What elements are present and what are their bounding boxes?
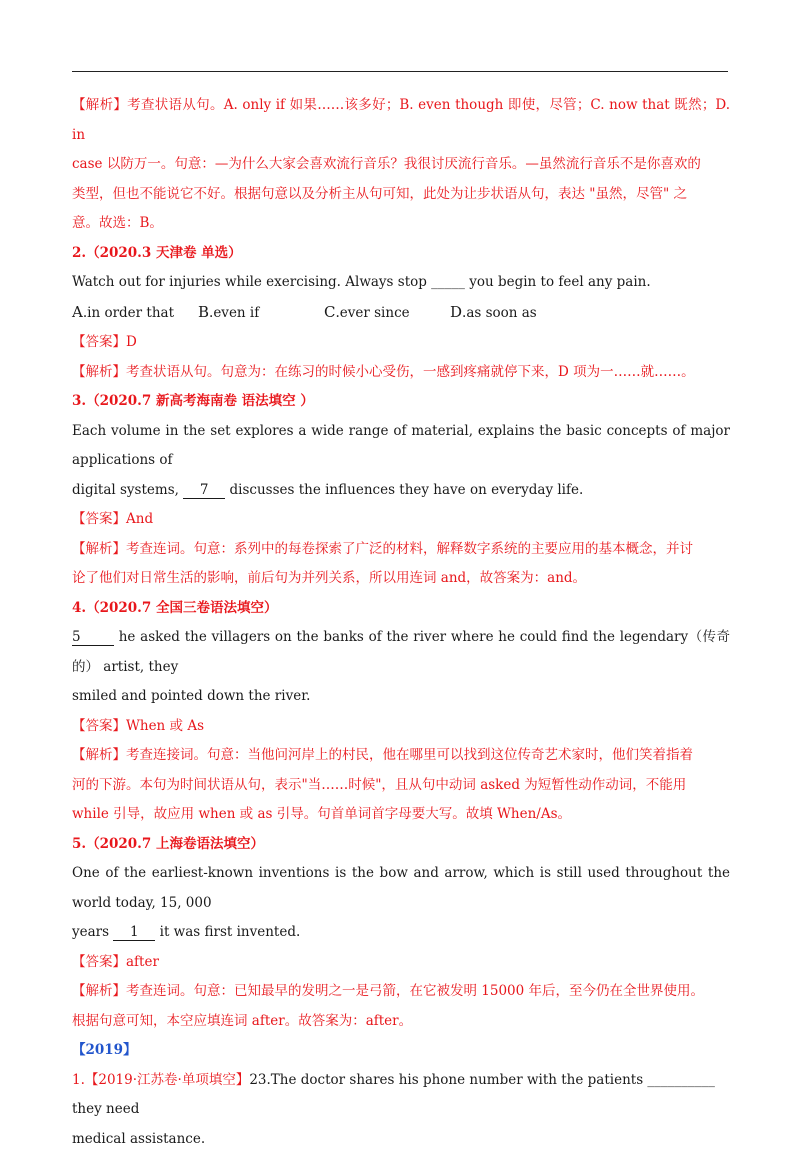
q2-option-c: C.ever since	[324, 298, 450, 329]
q2-header: 2.（2020.3 天津卷 单选）	[72, 239, 730, 269]
q4-stem-line-1: 5 he asked the villagers on the banks of the river where he could find the legendary（传奇的） artist, they	[72, 623, 730, 682]
q5-analysis-line-1: 【解析】考查连词。句意：已知最早的发明之一是弓箭，在它被发明 15000 年后，至今仍在全世界使用。	[72, 977, 730, 1007]
q2019-1-stem-line-2: medical assistance.	[72, 1125, 730, 1154]
q4-analysis-line-1: 【解析】考查连接词。句意：当他问河岸上的村民，他在哪里可以找到这位传奇艺术家时，他们笑着指着	[72, 741, 730, 771]
q2-option-d: D.as soon as	[450, 298, 537, 329]
prev-analysis-line-1: 【解析】考查状语从句。A. only if 如果……该多好；B. even though 即使，尽管；C. now that 既然；D. in	[72, 91, 730, 150]
q3-answer: 【答案】And	[72, 505, 730, 535]
q5-header: 5.（2020.7 上海卷语法填空）	[72, 830, 730, 860]
q2019-1-prefix: 1.【2019·江苏卷·单项填空】	[72, 1072, 249, 1088]
q2-option-a: A.in order that	[72, 298, 198, 329]
prev-analysis-line-2: case 以防万一。句意：—为什么大家会喜欢流行音乐？我很讨厌流行音乐。—虽然流行音乐不是你喜欢的	[72, 150, 730, 180]
q5-answer: 【答案】after	[72, 948, 730, 978]
q4-answer: 【答案】When 或 As	[72, 712, 730, 742]
q3-analysis-line-1: 【解析】考查连词。句意：系列中的每卷探索了广泛的材料，解释数字系统的主要应用的基本概念，并讨	[72, 535, 730, 565]
prev-analysis-line-4: 意。故选：B。	[72, 209, 730, 239]
q2-stem: Watch out for injuries while exercising. Always stop _____ you begin to feel any pain.	[72, 268, 730, 298]
q5-stem-line-1: One of the earliest-known inventions is the bow and arrow, which is still used throughout the world today, 15, 000	[72, 859, 730, 918]
q4-analysis-line-2: 河的下游。本句为时间状语从句，表示"当……时候"，且从句中动词 asked 为短暂性动作动词，不能用	[72, 771, 730, 801]
q5-analysis-line-2: 根据句意可知，本空应填连词 after。故答案为：after。	[72, 1007, 730, 1037]
q2019-1-stem-line-1: 1.【2019·江苏卷·单项填空】23.The doctor shares his phone number with the patients __________ they need	[72, 1066, 730, 1125]
q2-option-b: B.even if	[198, 298, 324, 329]
q4-blank: 5	[72, 629, 114, 646]
q3-blank: 7	[183, 482, 225, 499]
q3-analysis-line-2: 论了他们对日常生活的影响，前后句为并列关系，所以用连词 and，故答案为：and。	[72, 564, 730, 594]
q3-header: 3.（2020.7 新高考海南卷 语法填空 ）	[72, 387, 730, 417]
section-2019-label: 【2019】	[72, 1036, 730, 1066]
q3-stem-line-2: digital systems, 7 discusses the influences they have on everyday life.	[72, 476, 730, 506]
q4-stem-line-2: smiled and pointed down the river.	[72, 682, 730, 712]
q5-stem-line-2: years 1 it was first invented.	[72, 918, 730, 948]
document-body	[72, 91, 730, 1154]
header-rule	[72, 71, 728, 72]
prev-analysis-line-3: 类型，但也不能说它不好。根据句意以及分析主从句可知，此处为让步状语从句，表达 "虽然，尽管" 之	[72, 180, 730, 210]
q3-stem-line-1: Each volume in the set explores a wide range of material, explains the basic concepts of major applications of	[72, 417, 730, 476]
q2-analysis: 【解析】考查状语从句。句意为：在练习的时候小心受伤，一感到疼痛就停下来，D 项为一……就……。	[72, 358, 730, 388]
q5-blank: 1	[113, 924, 155, 941]
q2-answer: 【答案】D	[72, 328, 730, 358]
q2-options	[72, 298, 730, 329]
q4-analysis-line-3: while 引导，故应用 when 或 as 引导。句首单词首字母要大写。故填 When/As。	[72, 800, 730, 830]
q4-header: 4.（2020.7 全国三卷语法填空）	[72, 594, 730, 624]
